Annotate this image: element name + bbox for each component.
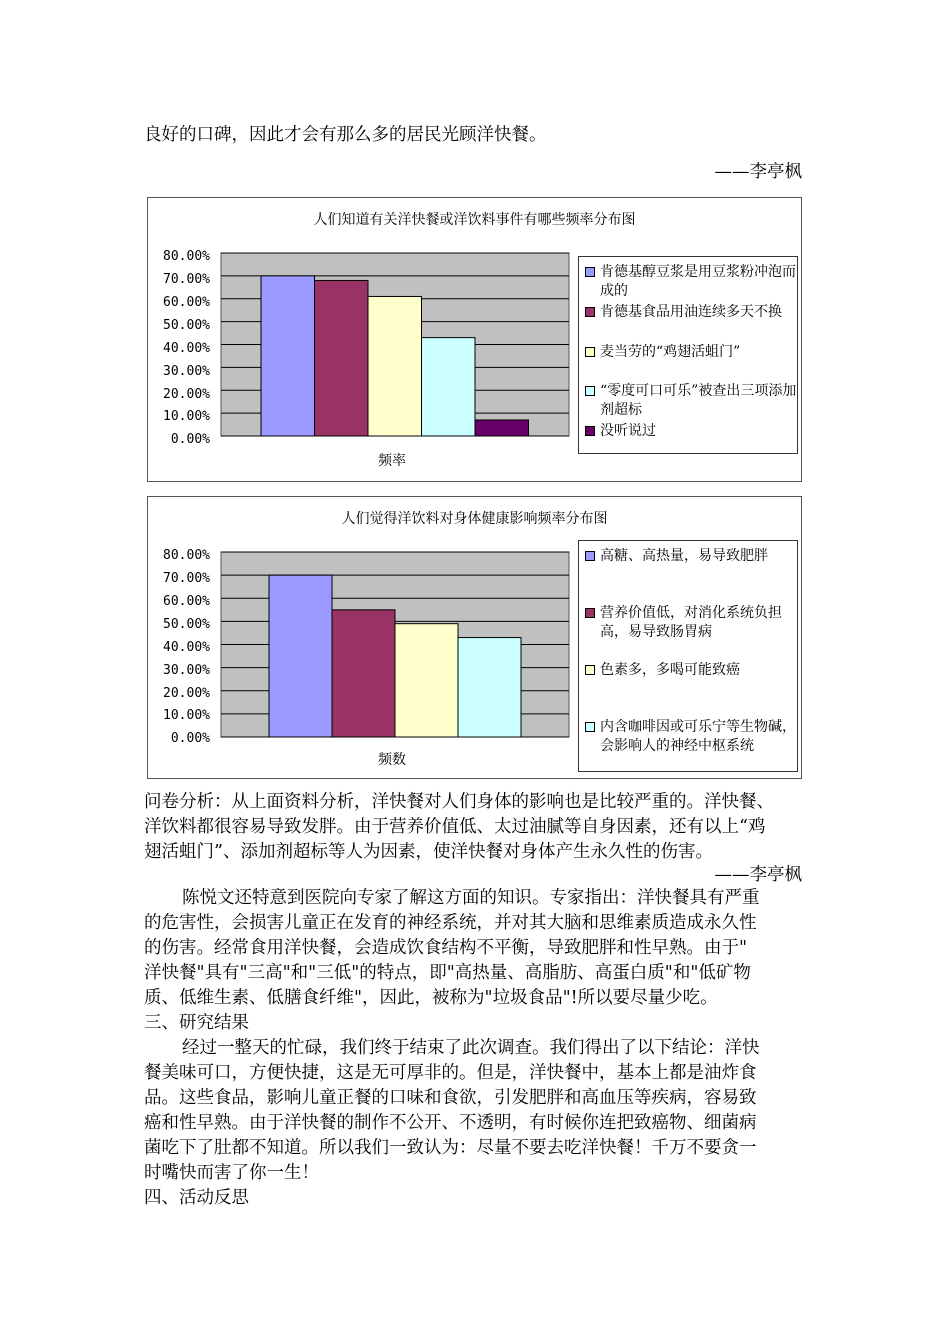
section-heading: 四、活动反思	[144, 1188, 249, 1208]
bar-chart-svg	[221, 253, 569, 436]
result-line: 时嘴快而害了你一生！	[144, 1163, 319, 1183]
bar	[458, 638, 521, 737]
author-signature: ——李亭枫	[714, 162, 802, 182]
result-line: 菌吃下了肚都不知道。所以我们一致认为：尽量不要去吃洋快餐！千万不要贪一	[144, 1138, 757, 1158]
bar	[395, 624, 458, 737]
bar	[261, 276, 315, 436]
legend-swatch	[585, 608, 595, 618]
result-line: 餐美味可口，方便快捷，这是无可厚非的。但是，洋快餐中，基本上都是油炸食	[144, 1063, 757, 1083]
section-heading: 三、研究结果	[144, 1013, 249, 1033]
expert-line: 陈悦文还特意到医院向专家了解这方面的知识。专家指出：洋快餐具有严重	[182, 888, 760, 908]
bar	[269, 575, 332, 737]
y-tick: 30.00%	[163, 364, 210, 379]
y-tick: 10.00%	[163, 708, 210, 723]
y-tick: 10.00%	[163, 409, 210, 424]
legend-swatch	[585, 722, 595, 732]
legend-swatch	[585, 386, 595, 396]
x-axis-label: 频数	[378, 752, 406, 768]
result-line: 癌和性早熟。由于洋快餐的制作不公开、不透明，有时候你连把致癌物、细菌病	[144, 1113, 757, 1133]
y-tick: 60.00%	[163, 594, 210, 609]
legend-label: 没听说过	[600, 423, 656, 439]
chart-title: 人们觉得洋饮料对身体健康影响频率分布图	[341, 511, 608, 527]
y-tick: 0.00%	[170, 432, 210, 447]
legend-label: 营养价值低，对消化系统负担高，易导致肠胃病	[600, 605, 782, 640]
intro-line: 良好的口碑，因此才会有那么多的居民光顾洋快餐。	[144, 125, 547, 145]
legend-swatch	[585, 551, 595, 561]
expert-line: 的伤害。经常食用洋快餐，会造成饮食结构不平衡，导致肥胖和性早熟。由于"	[144, 938, 748, 958]
legend-swatch	[585, 347, 595, 357]
y-tick: 70.00%	[163, 272, 210, 287]
legend-label: 肯德基醇豆浆是用豆浆粉冲泡而成的	[600, 264, 796, 299]
y-tick: 50.00%	[163, 617, 210, 632]
bar	[368, 296, 422, 436]
expert-line: 质、低维生素、低膳食纤维"，因此，被称为"垃圾食品"!所以要尽量少吃。	[144, 988, 718, 1008]
x-axis-label: 频率	[378, 453, 406, 469]
legend-swatch	[585, 307, 595, 317]
expert-line: 的危害性，会损害儿童正在发育的神经系统，并对其大脑和思维素质造成永久性	[144, 913, 757, 933]
plot-area	[221, 552, 569, 737]
y-tick: 40.00%	[163, 341, 210, 356]
chart-events-awareness	[147, 197, 802, 482]
legend-swatch	[585, 426, 595, 436]
legend-swatch	[585, 665, 595, 675]
author-signature: ——李亭枫	[714, 865, 802, 885]
analysis-line: 翅活蛆门”、添加剂超标等人为因素，使洋快餐对身体产生永久性的伤害。	[144, 842, 713, 862]
chart-title: 人们知道有关洋快餐或洋饮料事件有哪些频率分布图	[313, 212, 636, 228]
y-tick: 20.00%	[163, 387, 210, 402]
y-tick: 0.00%	[170, 731, 210, 746]
analysis-line: 问卷分析：从上面资料分析，洋快餐对人们身体的影响也是比较严重的。洋快餐、	[144, 792, 774, 812]
legend-label: 内含咖啡因或可乐宁等生物碱，会影响人的神经中枢系统	[600, 719, 796, 754]
legend-label: 高糖、高热量，易导致肥胖	[600, 548, 768, 564]
legend-label: 麦当劳的“鸡翅活蛆门”	[600, 344, 741, 360]
y-tick: 20.00%	[163, 686, 210, 701]
legend-label: 肯德基食品用油连续多天不换	[600, 304, 782, 320]
bar	[315, 280, 369, 436]
expert-line: 洋快餐"具有"三高"和"三低"的特点，即"高热量、高脂肪、高蛋白质"和"低矿物	[144, 963, 751, 983]
legend-swatch	[585, 267, 595, 277]
y-tick: 80.00%	[163, 548, 210, 563]
y-tick: 60.00%	[163, 295, 210, 310]
bar	[422, 338, 476, 436]
legend-label: “零度可口可乐”被查出三项添加剂超标	[600, 383, 797, 418]
y-tick: 50.00%	[163, 318, 210, 333]
y-tick: 30.00%	[163, 663, 210, 678]
y-tick: 40.00%	[163, 640, 210, 655]
y-tick: 80.00%	[163, 249, 210, 264]
bar-chart-svg	[221, 552, 569, 737]
legend	[578, 256, 798, 454]
legend	[578, 540, 798, 772]
legend-label: 色素多，多喝可能致癌	[600, 662, 740, 678]
bar	[332, 610, 395, 737]
result-line: 品。这些食品，影响儿童正餐的口味和食欲，引发肥胖和高血压等疾病，容易致	[144, 1088, 757, 1108]
bar	[475, 420, 529, 436]
y-tick: 70.00%	[163, 571, 210, 586]
chart-health-impact	[147, 496, 802, 779]
analysis-line: 洋饮料都很容易导致发胖。由于营养价值低、太过油腻等自身因素，还有以上“鸡	[144, 817, 766, 837]
result-line: 经过一整天的忙碌，我们终于结束了此次调查。我们得出了以下结论：洋快	[182, 1038, 760, 1058]
plot-area	[221, 253, 569, 436]
